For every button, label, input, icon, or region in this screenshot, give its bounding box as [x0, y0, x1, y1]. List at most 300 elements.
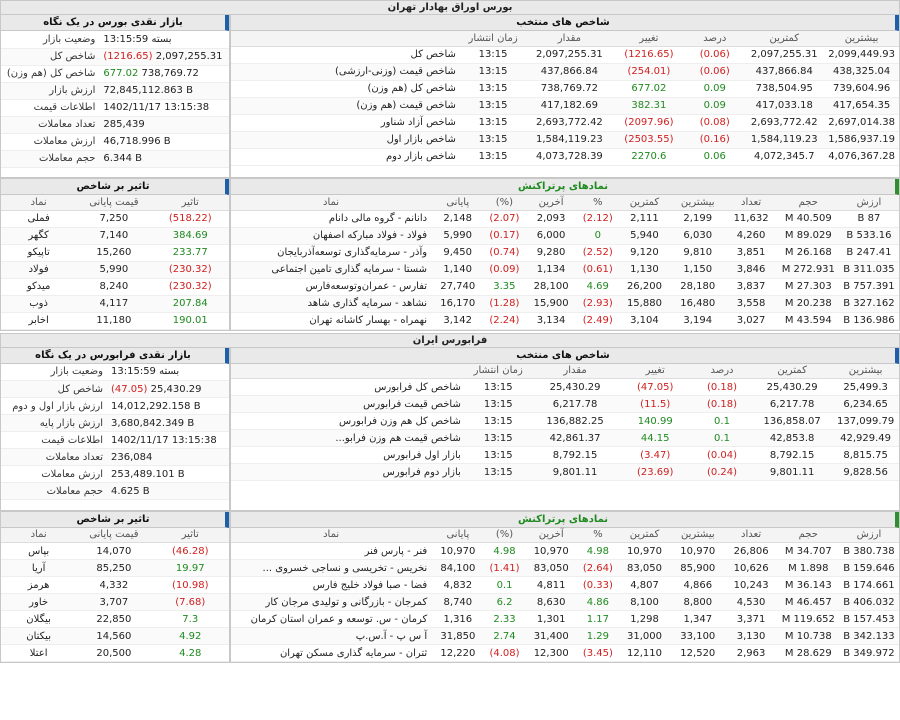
cell-last: 6,000	[524, 227, 577, 244]
cell-low: 2,097,255.31	[744, 46, 824, 63]
table-row[interactable]	[231, 543, 899, 560]
overview-label: ارزش معاملات	[1, 133, 99, 150]
cell-name: شاخص قیمت هم وزن فرابو...	[231, 430, 465, 447]
cell-high: 9,828.56	[832, 464, 899, 481]
col-change: تغییر	[613, 31, 686, 46]
cell-symbol-name: کمرجان - بازرگانی و تولیدی مرجان کار	[231, 594, 431, 611]
cell-close: 12,220	[431, 645, 484, 662]
table-header-row	[231, 31, 899, 46]
cell-pct2: (0.33)	[578, 577, 618, 594]
tehran-movers-table	[231, 195, 899, 330]
table-row[interactable]	[1, 244, 229, 261]
overview-value-main: 236,084	[111, 451, 153, 463]
cell-impact: 7.3	[151, 611, 229, 628]
cell-volume: 34.707 M	[778, 543, 839, 560]
overview-value-main: 2,097,255.31	[155, 51, 223, 62]
cell-impact: 19.97	[151, 560, 229, 577]
cell-time: 13:15	[460, 114, 526, 131]
cell-low: 8,100	[618, 594, 671, 611]
cell-low: 1,584,119.23	[744, 131, 824, 148]
cell-value: 136.986 B	[839, 312, 899, 329]
cell-time: 13:15	[465, 396, 532, 413]
cell-pct1: 2.33	[485, 611, 525, 628]
cell-name: شاخص قیمت (هم وزن)	[231, 97, 460, 114]
cell-change: 140.99	[618, 413, 691, 430]
cell-low: 83,050	[618, 560, 671, 577]
overview-row	[1, 150, 229, 167]
col-close: پایانی	[431, 528, 484, 543]
cell-change: 677.02	[613, 80, 686, 97]
col-impact: تاثیر	[151, 528, 229, 543]
cell-volume: 20.238 M	[778, 295, 839, 312]
overview-label: شاخص کل	[1, 48, 99, 65]
cell-volume: 89.029 M	[778, 227, 839, 244]
cell-count: 11,632	[724, 210, 777, 227]
farabours-market-overview-panel	[0, 347, 230, 511]
cell-symbol-name: نخریس - تخریسی و نساجی خسروی ...	[231, 560, 431, 577]
table-row[interactable]	[231, 430, 899, 447]
cell-low: 31,000	[618, 628, 671, 645]
cell-high: 8,815.75	[832, 447, 899, 464]
overview-row	[1, 483, 229, 500]
cell-name: شاخص کل هم وزن فرابورس	[231, 413, 465, 430]
overview-value	[107, 466, 229, 483]
cell-close: 85,250	[76, 560, 151, 577]
cell-percent: (0.18)	[692, 379, 752, 396]
cell-symbol: کگهر	[1, 227, 76, 244]
cell-close: 4,117	[76, 295, 151, 312]
cell-impact: 207.84	[151, 295, 229, 312]
table-row[interactable]	[1, 611, 229, 628]
col-close: قیمت پایانی	[76, 528, 151, 543]
overview-label: شاخص کل (هم وزن)	[1, 65, 99, 82]
cell-high: 33,100	[671, 628, 724, 645]
cell-symbol-name: وآذر - سرمایه‌گذاری توسعه‌آذربایجان	[231, 244, 431, 261]
cell-last: 8,630	[525, 594, 578, 611]
overview-value-delta: بسته	[155, 366, 180, 378]
cell-value: 157.453 B	[839, 611, 899, 628]
tehran-overview-body	[1, 31, 229, 167]
tehran-impact-title: تاثیر بر شاخص	[1, 179, 229, 195]
table-row[interactable]	[231, 63, 899, 80]
cell-close: 27,740	[431, 278, 484, 295]
overview-value-delta: 677.02	[103, 68, 142, 79]
cell-amount: 2,097,255.31	[526, 46, 612, 63]
cell-close: 84,100	[431, 560, 484, 577]
table-row[interactable]	[231, 244, 899, 261]
cell-close: 7,250	[76, 210, 151, 227]
cell-close: 5,990	[76, 261, 151, 278]
farabours-movers-body	[231, 543, 899, 662]
cell-close: 7,140	[76, 227, 151, 244]
cell-low: 9,801.11	[752, 464, 832, 481]
cell-pct1: (1.41)	[485, 560, 525, 577]
cell-change: (3.47)	[618, 447, 691, 464]
overview-label: اطلاعات قیمت	[1, 432, 107, 449]
cell-percent: 0.09	[685, 80, 744, 97]
overview-value-delta: (1216.65)	[103, 51, 156, 62]
cell-high: 6,234.65	[832, 396, 899, 413]
cell-last: 3,134	[524, 312, 577, 329]
overview-row	[1, 65, 229, 82]
table-row[interactable]	[231, 80, 899, 97]
cell-high: 8,800	[671, 594, 724, 611]
cell-value: 349.972 B	[839, 645, 899, 662]
table-row[interactable]	[231, 645, 899, 662]
overview-value	[107, 398, 229, 415]
cell-count: 4,260	[724, 227, 777, 244]
col-close: قیمت پایانی	[76, 195, 151, 210]
cell-close: 14,560	[76, 628, 151, 645]
cell-percent: 0.1	[692, 413, 752, 430]
cell-low: 9,120	[618, 244, 671, 261]
cell-name: بازار دوم فرابورس	[231, 464, 465, 481]
cell-pct2: 4.69	[578, 278, 618, 295]
table-row[interactable]	[231, 295, 899, 312]
cell-value: 406.032 B	[839, 594, 899, 611]
cell-low: 15,880	[618, 295, 671, 312]
tehran-market-overview-table	[1, 31, 229, 168]
cell-close: 4,832	[431, 577, 484, 594]
cell-amount: 1,584,119.23	[526, 131, 612, 148]
cell-symbol-name: فولاد - فولاد مبارکه اصفهان	[231, 227, 431, 244]
cell-high: 10,970	[671, 543, 724, 560]
overview-row	[1, 449, 229, 466]
cell-low: 1,298	[618, 611, 671, 628]
overview-value	[99, 99, 229, 116]
cell-last: 2,093	[524, 210, 577, 227]
cell-change: 44.15	[618, 430, 691, 447]
overview-value-main: 738,769.72	[141, 68, 199, 79]
overview-value	[99, 65, 229, 82]
farabours-impact-table	[1, 528, 229, 663]
cell-count: 3,837	[724, 278, 777, 295]
table-row[interactable]	[1, 645, 229, 662]
table-row[interactable]	[231, 447, 899, 464]
overview-value-main: 46,718.996 B	[103, 136, 171, 147]
cell-high: 85,900	[671, 560, 724, 577]
cell-low: 25,430.29	[752, 379, 832, 396]
cell-amount: 738,769.72	[526, 80, 612, 97]
table-row[interactable]	[1, 560, 229, 577]
cell-count: 3,846	[724, 261, 777, 278]
cell-symbol-name: آ س پ - آ.س.پ	[231, 628, 431, 645]
col-name	[231, 364, 465, 379]
cell-symbol-name: فنر - پارس فنر	[231, 543, 431, 560]
cell-time: 13:15	[465, 413, 532, 430]
overview-value-main: 13:15:59	[103, 33, 149, 45]
overview-label: شاخص کل	[1, 381, 107, 398]
cell-high: 16,480	[671, 295, 724, 312]
cell-name: شاخص کل	[231, 46, 460, 63]
table-row[interactable]	[231, 413, 899, 430]
overview-row	[1, 381, 229, 398]
table-row[interactable]	[231, 594, 899, 611]
farabours-top-block	[0, 347, 900, 511]
col-symbol: نماد	[231, 528, 431, 543]
farabours-selected-indices-table	[231, 364, 899, 482]
tehran-impact-panel	[0, 178, 230, 331]
cell-percent: (0.06)	[685, 46, 744, 63]
farabours-market-overview-title: بازار نقدی فرابورس در یک نگاه	[1, 348, 229, 364]
tehran-selected-indices-title: شاخص های منتخب	[231, 15, 899, 31]
col-close: پایانی	[431, 195, 484, 210]
cell-low: 8,792.15	[752, 447, 832, 464]
table-row[interactable]	[1, 261, 229, 278]
cell-percent: (0.18)	[692, 396, 752, 413]
cell-high: 12,520	[671, 645, 724, 662]
overview-row	[1, 48, 229, 65]
cell-close: 3,707	[76, 594, 151, 611]
cell-close: 9,450	[431, 244, 484, 261]
cell-high: 25,499.3	[832, 379, 899, 396]
cell-symbol: اخابر	[1, 312, 76, 329]
table-row[interactable]	[231, 396, 899, 413]
cell-pct1: 3.35	[484, 278, 524, 295]
cell-pct2: 0	[578, 227, 618, 244]
table-row[interactable]	[1, 594, 229, 611]
cell-last: 83,050	[525, 560, 578, 577]
overview-label: وضعیت بازار	[1, 364, 107, 381]
table-row[interactable]	[231, 312, 899, 329]
table-row[interactable]	[1, 295, 229, 312]
overview-row	[1, 133, 229, 150]
cell-low: 136,858.07	[752, 413, 832, 430]
table-row[interactable]	[231, 148, 899, 165]
cell-impact: (7.68)	[151, 594, 229, 611]
cell-close: 8,240	[76, 278, 151, 295]
cell-pct1: (4.08)	[485, 645, 525, 662]
cell-pct1: (2.24)	[484, 312, 524, 329]
cell-volume: 28.629 M	[778, 645, 839, 662]
overview-label: تعداد معاملات	[1, 449, 107, 466]
overview-row	[1, 415, 229, 432]
cell-high: 2,099,449.93	[824, 46, 899, 63]
overview-label: اطلاعات قیمت	[1, 99, 99, 116]
cell-value: 327.162 B	[839, 295, 899, 312]
table-row[interactable]	[231, 131, 899, 148]
overview-row	[1, 466, 229, 483]
cell-amount: 136,882.25	[532, 413, 619, 430]
cell-name: شاخص بازار اول	[231, 131, 460, 148]
cell-count: 10,626	[724, 560, 777, 577]
overview-value-main: 14,012,292.158 B	[111, 400, 201, 412]
col-pct2: %	[578, 528, 618, 543]
table-row[interactable]	[231, 611, 899, 628]
table-row[interactable]	[231, 227, 899, 244]
cell-symbol: اعتلا	[1, 645, 76, 662]
overview-value	[107, 364, 229, 381]
cell-amount: 437,866.84	[526, 63, 612, 80]
cell-pct1: (0.17)	[484, 227, 524, 244]
cell-percent: 0.09	[685, 97, 744, 114]
cell-amount: 25,430.29	[532, 379, 619, 396]
overview-row	[1, 364, 229, 381]
cell-change: (47.05)	[618, 379, 691, 396]
cell-pct1: 4.98	[485, 543, 525, 560]
cell-amount: 8,792.15	[532, 447, 619, 464]
cell-amount: 4,073,728.39	[526, 148, 612, 165]
cell-close: 10,970	[431, 543, 484, 560]
cell-pct2: 1.17	[578, 611, 618, 628]
table-row[interactable]	[231, 261, 899, 278]
cell-count: 3,130	[724, 628, 777, 645]
cell-last: 15,900	[524, 295, 577, 312]
overview-value	[107, 483, 229, 500]
cell-close: 11,180	[76, 312, 151, 329]
farabours-movers-table	[231, 528, 899, 663]
cell-last: 31,400	[525, 628, 578, 645]
cell-volume: 43.594 M	[778, 312, 839, 329]
tehran-exchange-title: بورس اوراق بهادار تهران	[0, 0, 900, 14]
cell-impact: 384.69	[151, 227, 229, 244]
table-row[interactable]	[1, 577, 229, 594]
cell-high: 1,586,937.19	[824, 131, 899, 148]
overview-label: حجم معاملات	[1, 150, 99, 167]
cell-low: 3,104	[618, 312, 671, 329]
cell-count: 4,530	[724, 594, 777, 611]
cell-value: 757.391 B	[839, 278, 899, 295]
col-value: ارزش	[839, 528, 899, 543]
cell-symbol-name: تفارس - عمران‌وتوسعه‌فارس	[231, 278, 431, 295]
col-low: کمترین	[618, 195, 671, 210]
overview-label: ارزش بازار پایه	[1, 415, 107, 432]
cell-low: 10,970	[618, 543, 671, 560]
cell-symbol: میدکو	[1, 278, 76, 295]
cell-high: 739,604.96	[824, 80, 899, 97]
cell-name: بازار اول فرابورس	[231, 447, 465, 464]
table-row[interactable]	[1, 210, 229, 227]
cell-close: 8,740	[431, 594, 484, 611]
cell-count: 3,371	[724, 611, 777, 628]
table-row[interactable]	[1, 278, 229, 295]
cell-low: 738,504.95	[744, 80, 824, 97]
cell-pct2: (2.12)	[578, 210, 618, 227]
table-row[interactable]	[231, 97, 899, 114]
cell-close: 14,070	[76, 543, 151, 560]
overview-value	[99, 82, 229, 99]
table-row[interactable]	[231, 114, 899, 131]
cell-percent: (0.04)	[692, 447, 752, 464]
farabours-movers-panel	[230, 511, 900, 664]
farabours-selected-indices-panel	[230, 347, 900, 511]
cell-volume: 272.931 M	[778, 261, 839, 278]
farabours-overview-body	[1, 364, 229, 500]
cell-low: 1,130	[618, 261, 671, 278]
cell-value: 533.16 B	[839, 227, 899, 244]
cell-high: 28,180	[671, 278, 724, 295]
cell-low: 2,111	[618, 210, 671, 227]
tehran-selected-indices-panel	[230, 14, 900, 178]
overview-value-main: 13:15:59	[111, 366, 156, 378]
cell-high: 42,929.49	[832, 430, 899, 447]
cell-symbol: ذوب	[1, 295, 76, 312]
cell-last: 10,970	[525, 543, 578, 560]
table-row[interactable]	[1, 628, 229, 645]
table-row[interactable]	[1, 312, 229, 329]
cell-close: 20,500	[76, 645, 151, 662]
table-row[interactable]	[231, 628, 899, 645]
cell-symbol: تاپیکو	[1, 244, 76, 261]
farabours-title: فرابورس ایران	[0, 333, 900, 347]
cell-time: 13:15	[465, 447, 532, 464]
col-change: تغییر	[618, 364, 691, 379]
cell-low: 12,110	[618, 645, 671, 662]
cell-value: 247.41 B	[839, 244, 899, 261]
farabours-market-overview-table	[1, 364, 229, 501]
overview-value-main: 25,430.29	[150, 383, 202, 395]
cell-high: 4,076,367.28	[824, 148, 899, 165]
cell-high: 2,697,014.38	[824, 114, 899, 131]
col-name	[231, 31, 460, 46]
cell-name: شاخص قیمت فرابورس	[231, 396, 465, 413]
cell-pct2: 4.86	[578, 594, 618, 611]
cell-impact: (46.28)	[151, 543, 229, 560]
overview-value-main: 72,845,112.863 B	[103, 85, 193, 96]
cell-pct2: (2.93)	[578, 295, 618, 312]
cell-name: شاخص قیمت (وزنی-ارزشی)	[231, 63, 460, 80]
col-high: بیشترین	[671, 528, 724, 543]
overview-value	[99, 116, 229, 133]
table-header-row	[1, 195, 229, 210]
overview-row	[1, 31, 229, 48]
cell-impact: (518.22)	[151, 210, 229, 227]
cell-percent: (0.08)	[685, 114, 744, 131]
cell-count: 3,851	[724, 244, 777, 261]
cell-last: 4,811	[525, 577, 578, 594]
table-row[interactable]	[231, 464, 899, 481]
cell-pct1: (0.09)	[484, 261, 524, 278]
table-row[interactable]	[231, 278, 899, 295]
cell-pct2: (2.49)	[578, 312, 618, 329]
table-row[interactable]	[231, 379, 899, 396]
overview-value-main: 253,489.101 B	[111, 468, 185, 480]
overview-value	[107, 449, 229, 466]
table-header-row	[1, 528, 229, 543]
cell-value: 159.646 B	[839, 560, 899, 577]
cell-pct1: 6.2	[485, 594, 525, 611]
cell-high: 438,325.04	[824, 63, 899, 80]
table-row[interactable]	[1, 227, 229, 244]
col-percent: درصد	[692, 364, 752, 379]
table-row[interactable]	[1, 543, 229, 560]
cell-time: 13:15	[465, 464, 532, 481]
table-row[interactable]	[231, 46, 899, 63]
cell-amount: 2,693,772.42	[526, 114, 612, 131]
table-row[interactable]	[231, 577, 899, 594]
cell-name: شاخص کل (هم وزن)	[231, 80, 460, 97]
cell-impact: 233.77	[151, 244, 229, 261]
table-row[interactable]	[231, 210, 899, 227]
col-low: کمترین	[618, 528, 671, 543]
cell-close: 16,170	[431, 295, 484, 312]
cell-pct2: (0.61)	[578, 261, 618, 278]
cell-amount: 42,861.37	[532, 430, 619, 447]
cell-percent: (0.16)	[685, 131, 744, 148]
overview-value	[99, 31, 229, 48]
overview-value	[99, 133, 229, 150]
col-amount: مقدار	[526, 31, 612, 46]
cell-count: 2,963	[724, 645, 777, 662]
cell-symbol: آریا	[1, 560, 76, 577]
cell-pct2: (2.64)	[578, 560, 618, 577]
overview-label: وضعیت بازار	[1, 31, 99, 48]
col-count: تعداد	[724, 528, 777, 543]
cell-name: شاخص آزاد شناور	[231, 114, 460, 131]
cell-impact: (10.98)	[151, 577, 229, 594]
table-row[interactable]	[231, 560, 899, 577]
overview-value-main: 285,439	[103, 119, 145, 130]
